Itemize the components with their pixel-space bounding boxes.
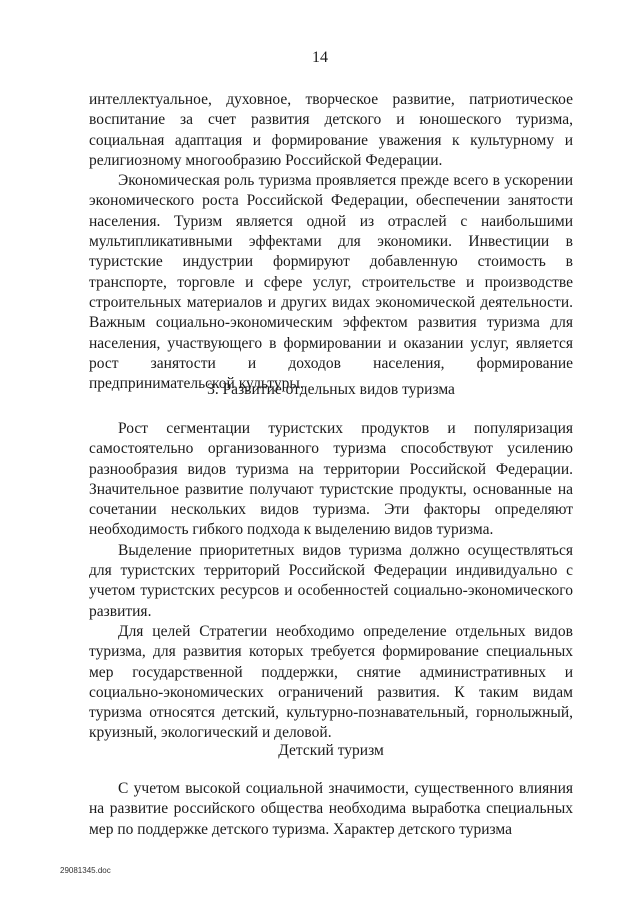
document-file-code: 29081345.doc [60,866,111,875]
section-heading-tourism-types: 3. Развитие отдельных видов туризма [207,381,455,398]
paragraph-children-tourism: С учетом высокой социальной значимости, существенного влияния на развитие российского общества необходима выработка специальных мер по поддержке детского туризма. Характер детского туризма [89,780,573,838]
paragraph-priority-types: Выделение приоритетных видов туризма должно осуществляться для туристских территорий Российской Федерации индивидуально с учетом туристских ресурсов и особенностей социально-экономического развития. [89,541,573,620]
paragraph-strategy-goals: Для целей Стратегии необходимо определение отдельных видов туризма, для развития которых требуется формирование специальных мер государственной поддержки, снятие административных и социально-экономических ограничений развития. К таким видам туризма относятся детский, культурно-познавательный, горнолыжный, круизный, экологический и деловой. [89,622,573,742]
paragraph-economic-role: Экономическая роль туризма проявляется прежде всего в ускорении экономического роста Российской Федерации, обеспечении занятости населения. Туризм является одной из отраслей с наибольшими мультипликативными эффектами для экономики. Инвестиции в туристские индустрии формируют добавленную стоимость в транспорте, торговле и сфере услуг, строительстве и производстве строительных материалов и других видах экономической деятельности. Важным социально-экономическим эффектом развития туризма для населения, участвующего в формировании и оказании услуг, является рост занятости и доходов населения, формирование предпринимательской культуры. [89,172,573,393]
text-block-children-tourism [89,779,573,840]
section-heading-children-tourism: Детский туризм [278,742,384,759]
text-block-tourism-types [89,419,573,744]
paragraph-development-goals: интеллектуальное, духовное, творческое развитие, патриотическое воспитание за счет развития детского и юношеского туризма, социальная адаптация и формирование уважения к культурному и религиозному многообразию Российской Федерации. [89,91,573,169]
paragraph-segmentation: Рост сегментации туристских продуктов и популяризация самостоятельно организованного туризма способствуют усилению разнообразия видов туризма на территории Российской Федерации. Значительное развитие получают туристские продукты, основанные на сочетании нескольких видов туризма. Эти факторы определяют необходимость гибкого подхода к выделению видов туризма. [89,420,573,539]
page-number: 14 [312,49,328,66]
text-block-intro [89,90,573,394]
